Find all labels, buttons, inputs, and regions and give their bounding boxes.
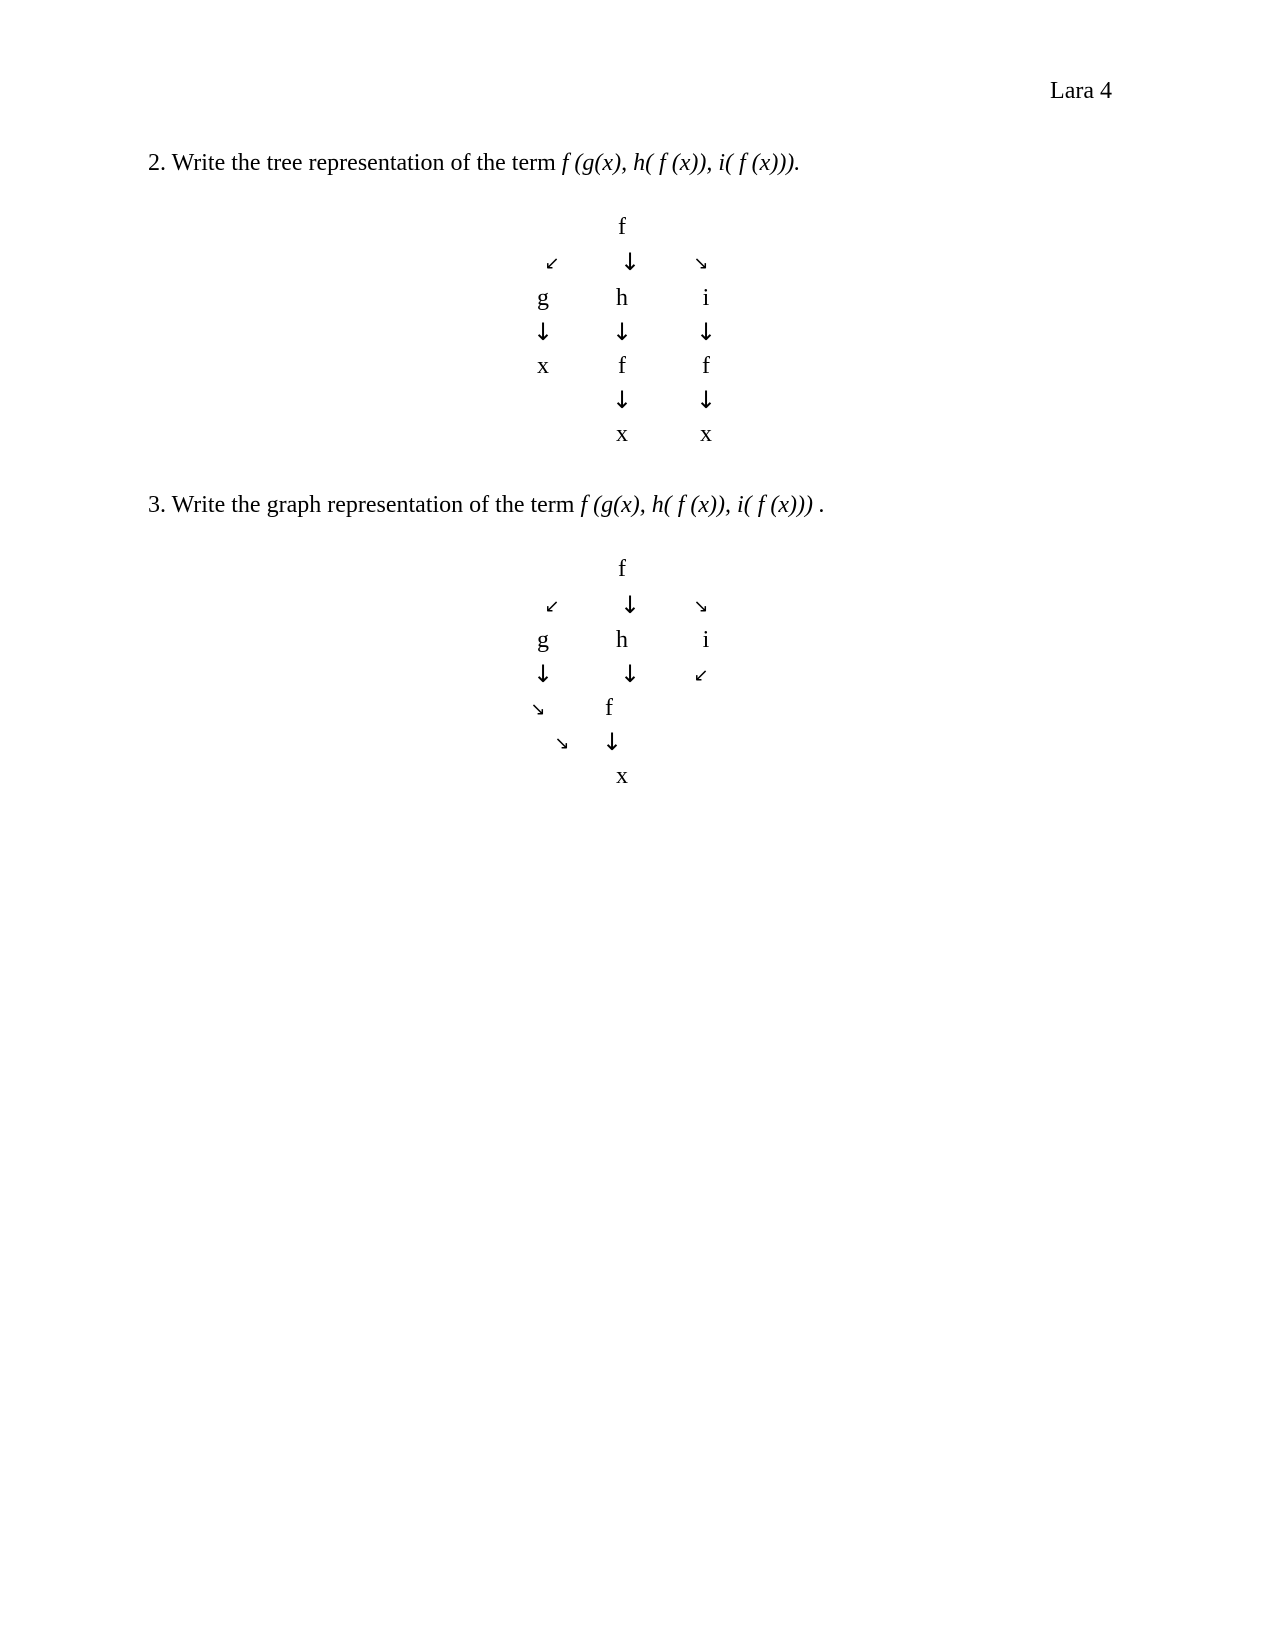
graph-edge-arrow: ↙ <box>544 596 560 617</box>
tree-edge-arrow: ↓ <box>695 386 717 414</box>
tree-edge-arrow: ↓ <box>532 318 554 346</box>
graph-node: h <box>616 627 628 653</box>
graph-edge-arrow: ↙ <box>693 665 709 686</box>
tree-node: x <box>616 421 628 447</box>
graph-node: x <box>616 763 628 789</box>
graph-edge-arrow: ↓ <box>619 591 641 619</box>
tree-edge-arrow: ↓ <box>695 318 717 346</box>
tree-edge-arrow: ↓ <box>611 318 633 346</box>
tree-node: f <box>702 353 710 379</box>
question-3 <box>148 490 825 520</box>
tree-edge-arrow: ↙ <box>544 253 560 274</box>
graph-edge-arrow: ↘ <box>530 699 546 720</box>
graph-node: i <box>702 627 710 653</box>
tree-edge-arrow: ↓ <box>611 386 633 414</box>
question-prompt: Write the tree representation of the term <box>171 150 556 176</box>
question-number: 2. <box>148 150 166 176</box>
question-number: 3. <box>148 492 166 518</box>
tree-node: x <box>700 421 712 447</box>
graph-edge-arrow: ↘ <box>554 733 570 754</box>
graph-edge-arrow: ↓ <box>532 660 554 688</box>
graph-node: f <box>618 556 626 582</box>
tree-edge-arrow: ↓ <box>619 248 641 276</box>
page-header: Lara 4 <box>1050 78 1112 104</box>
tree-node: x <box>537 353 549 379</box>
tree-node: f <box>618 353 626 379</box>
question-term: f (g(x), h( f (x)), i( f (x))). <box>561 150 801 176</box>
question-prompt: Write the graph representation of the term <box>171 492 575 518</box>
graph-edge-arrow: ↓ <box>619 660 641 688</box>
tree-node: i <box>702 285 710 311</box>
graph-node: g <box>537 627 549 653</box>
tree-node: f <box>618 214 626 240</box>
question-term: f (g(x), h( f (x)), i( f (x))) . <box>580 492 825 518</box>
tree-edge-arrow: ↘ <box>693 253 709 274</box>
graph-edge-arrow: ↓ <box>601 728 623 756</box>
tree-node: g <box>537 285 549 311</box>
question-2 <box>148 148 800 178</box>
graph-node: f <box>605 695 613 721</box>
graph-edge-arrow: ↘ <box>693 596 709 617</box>
tree-node: h <box>616 285 628 311</box>
